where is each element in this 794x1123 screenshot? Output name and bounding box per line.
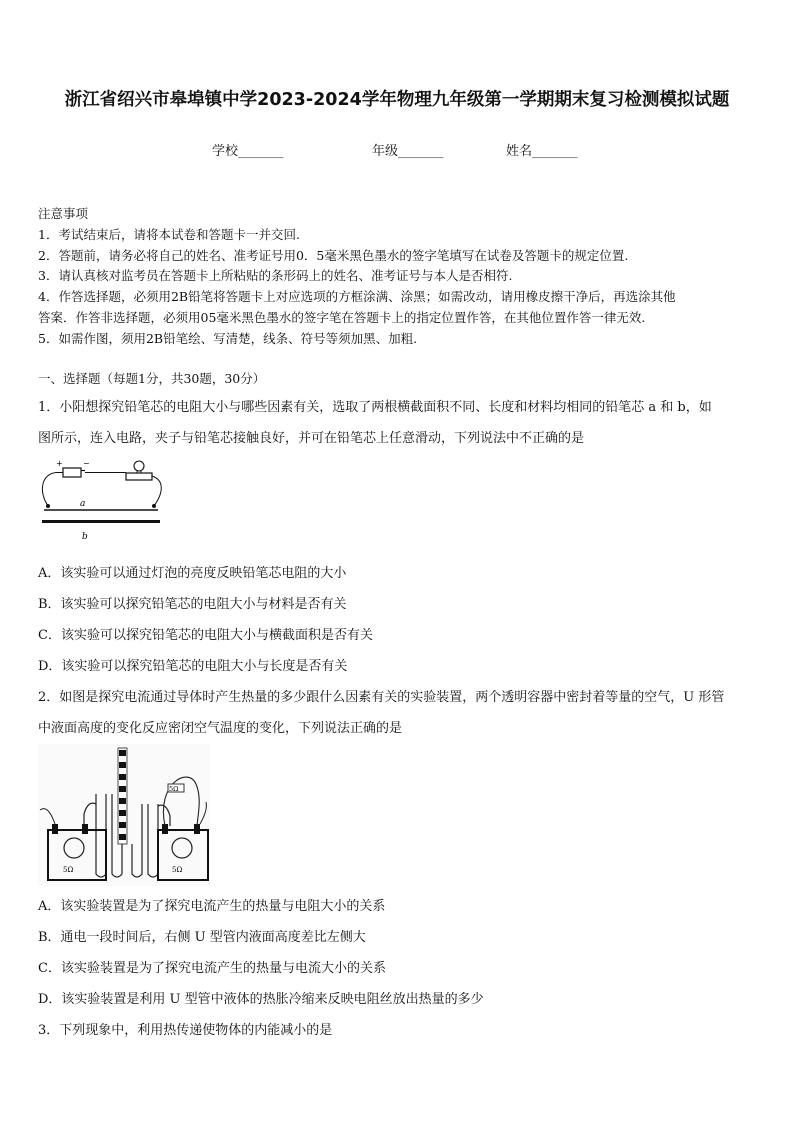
grade-field: 年级_______ (372, 144, 444, 159)
name-field: 姓名_______ (506, 144, 578, 159)
lead-b (42, 520, 160, 523)
question-2-option: B．通电一段时间后，右侧 U 型管内液面高度差比左侧大 (38, 930, 366, 945)
label-a: a (80, 499, 86, 509)
notice-item: 3．请认真核对监考员在答题卡上所粘贴的条形码上的姓名、准考证号与本人是否相符. (38, 268, 513, 283)
question-2-option: C．该实验装置是为了探究电流产生的热量与电流大小的关系 (38, 961, 386, 976)
question-2-option: D．该实验装置是利用 U 型管中液体的热胀冷缩来反映电阻丝放出热量的多少 (38, 992, 484, 1007)
question-1-option: A．该实验可以通过灯泡的亮度反映铅笔芯电阻的大小 (38, 566, 347, 581)
notice-item: 1．考试结束后，请将本试卷和答题卡一并交回. (38, 227, 300, 242)
question-1-text: 图所示，连入电路，夹子与铅笔芯接触良好，并可在铅笔芯上任意滑动，下列说法中不正确的是 (38, 431, 585, 446)
question-2-text: 中液面高度的变化反应密闭空气温度的变化，下列说法正确的是 (38, 721, 403, 736)
question-3-text: 3．下列现象中，利用热传递使物体的内能减小的是 (38, 1023, 333, 1038)
external-resistor-label: 5Ω (169, 785, 179, 793)
question-2-text: 2．如图是探究电流通过导体时产生热量的多少跟什么因素有关的实验装置，两个透明容器中密封着等量的空气，U 形管 (38, 690, 725, 705)
plus-label: + (56, 459, 63, 468)
section-heading: 一、选择题（每题1分，共30题，30分） (38, 371, 266, 386)
bulb-icon (134, 461, 144, 471)
q1-circuit-figure (36, 456, 166, 542)
minus-label: − (83, 459, 90, 468)
question-1-option: D．该实验可以探究铅笔芯的电阻大小与长度是否有关 (38, 659, 348, 674)
notice-item: 5．如需作图，须用2B铅笔绘、写清楚，线条、符号等须加黑、加粗. (38, 331, 418, 346)
notice-item: 4．作答选择题，必须用2B铅笔将答题卡上对应选项的方框涂满、涂黑；如需改动，请用橡皮擦干净后，再选涂其他 (38, 289, 676, 304)
question-1-option: C．该实验可以探究铅笔芯的电阻大小与横截面积是否有关 (38, 628, 373, 643)
battery-icon (63, 468, 81, 477)
page-title: 浙江省绍兴市皋埠镇中学2023-2024学年物理九年级第一学期期末复习检测模拟试题 (64, 90, 730, 110)
left-resistor-label: 5Ω (63, 866, 74, 874)
bulb-holder-icon (126, 473, 152, 480)
notice-heading: 注意事项 (38, 206, 89, 221)
label-b: b (82, 532, 88, 542)
right-resistor-label: 5Ω (172, 866, 183, 874)
school-field: 学校_______ (212, 144, 284, 159)
question-1-text: 1．小阳想探究铅笔芯的电阻大小与哪些因素有关，选取了两根横截面积不同、长度和材料均相同的铅笔芯 a 和 b，如 (38, 400, 712, 415)
question-2-option: A．该实验装置是为了探究电流产生的热量与电阻大小的关系 (38, 899, 386, 914)
notice-item: 2．答题前，请务必将自己的姓名、准考证号用0．5毫米黑色墨水的签字笔填写在试卷及答题卡的规定位置. (38, 248, 629, 263)
notice-item: 答案．作答非选择题，必须用05毫米黑色墨水的签字笔在答题卡上的指定位置作答，在其他位置作答一律无效. (38, 310, 646, 325)
q2-apparatus-figure (38, 744, 210, 886)
question-1-option: B．该实验可以探究铅笔芯的电阻大小与材料是否有关 (38, 597, 347, 612)
